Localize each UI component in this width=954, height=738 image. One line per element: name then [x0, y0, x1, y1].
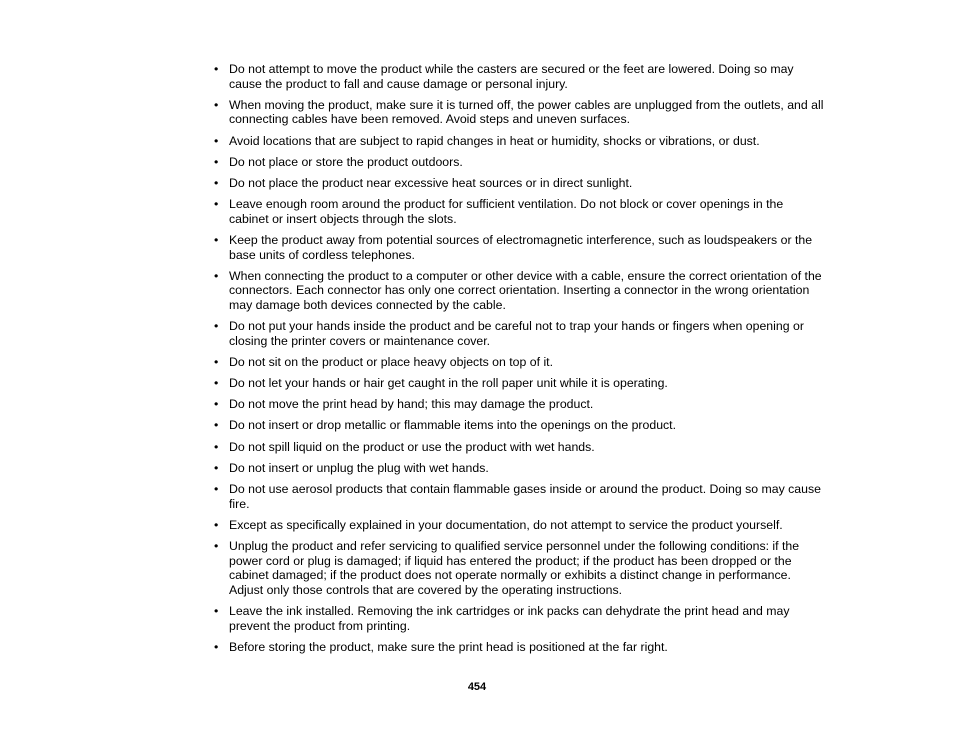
bullet-marker: • [214, 268, 219, 283]
list-item-text: Except as specifically explained in your documentation, do not attempt to service the product yourself. [229, 517, 783, 532]
list-item-text: Do not place the product near excessive heat sources or in direct sunlight. [229, 175, 633, 190]
list-item [214, 640, 826, 655]
list-item [214, 461, 826, 476]
list-item [214, 376, 826, 391]
list-item-text: Do not put your hands inside the product and be careful not to trap your hands or fingers when opening or closing the printer covers or maintenance cover. [229, 319, 804, 348]
bullet-marker: • [214, 517, 219, 532]
bullet-marker: • [214, 376, 219, 391]
list-item-text: Do not attempt to move the product while the casters are secured or the feet are lowered. Doing so may cause the product to fall and cause damage or personal injury. [229, 62, 794, 91]
list-item [214, 604, 826, 633]
bullet-marker: • [214, 603, 219, 618]
bullet-marker: • [214, 538, 219, 553]
list-item [214, 134, 826, 149]
list-item [214, 62, 826, 91]
list-item-text: Unplug the product and refer servicing to qualified service personnel under the following conditions: if the power cord or plug is damaged; if liquid has entered the product; if the product has been dropped or the cabinet damaged; if the product does not operate normally or exhibits a distinct change in performance. Adjust only those controls that are covered by the operating instructions. [229, 538, 800, 597]
list-item [214, 518, 826, 533]
safety-instructions-list [214, 62, 826, 654]
bullet-marker: • [214, 439, 219, 454]
bullet-marker: • [214, 175, 219, 190]
list-item-text: Leave enough room around the product for sufficient ventilation. Do not block or cover openings in the cabinet or insert objects through the slots. [229, 197, 784, 226]
list-item-text: Do not spill liquid on the product or use the product with wet hands. [229, 439, 595, 454]
list-item [214, 482, 826, 511]
bullet-marker: • [214, 319, 219, 334]
list-item-text: Avoid locations that are subject to rapid changes in heat or humidity, shocks or vibrations, or dust. [229, 133, 760, 148]
list-item-text: Do not place or store the product outdoors. [229, 154, 463, 169]
bullet-marker: • [214, 133, 219, 148]
list-item-text: Do not use aerosol products that contain flammable gases inside or around the product. Doing so may cause fire. [229, 481, 821, 511]
list-item [214, 397, 826, 412]
list-item-text: Do not insert or unplug the plug with wet hands. [229, 460, 489, 475]
bullet-marker: • [214, 232, 219, 247]
list-item [214, 176, 826, 191]
list-item [214, 539, 826, 597]
bullet-marker: • [214, 418, 219, 433]
list-item [214, 269, 826, 313]
bullet-marker: • [214, 354, 219, 369]
list-item [214, 98, 826, 127]
list-item-text: Before storing the product, make sure the print head is positioned at the far right. [229, 639, 668, 654]
document-body [214, 62, 826, 661]
bullet-marker: • [214, 62, 219, 76]
bullet-marker: • [214, 154, 219, 169]
bullet-marker: • [214, 460, 219, 475]
bullet-marker: • [214, 197, 219, 212]
page-number: 454 [467, 681, 487, 693]
list-item-text: Do not insert or drop metallic or flammable items into the openings on the product. [229, 418, 677, 433]
list-item [214, 233, 826, 262]
list-item [214, 319, 826, 348]
bullet-marker: • [214, 481, 219, 496]
list-item-text: Do not move the print head by hand; this may damage the product. [229, 397, 594, 412]
list-item-text: Leave the ink installed. Removing the ink cartridges or ink packs can dehydrate the print head and may prevent the product from printing. [229, 603, 790, 633]
list-item [214, 440, 826, 455]
list-item [214, 155, 826, 170]
list-item-text: When connecting the product to a computer or other device with a cable, ensure the correct orientation of the connectors. Each connector has only one correct orientation. Inserting a connector in the wrong orientation may damage both devices connected by the cable. [229, 268, 822, 312]
list-item-text: Do not sit on the product or place heavy objects on top of it. [229, 354, 554, 369]
list-item [214, 355, 826, 370]
list-item-text: Do not let your hands or hair get caught in the roll paper unit while it is operating. [229, 376, 668, 391]
bullet-marker: • [214, 397, 219, 412]
list-item [214, 418, 826, 433]
list-item [214, 197, 826, 226]
list-item-text: Keep the product away from potential sources of electromagnetic interference, such as loudspeakers or the base units of cordless telephones. [229, 232, 813, 262]
bullet-marker: • [214, 97, 219, 112]
list-item-text: When moving the product, make sure it is turned off, the power cables are unplugged from the outlets, and all connecting cables have been removed. Avoid steps and uneven surfaces. [229, 97, 824, 127]
bullet-marker: • [214, 639, 219, 654]
